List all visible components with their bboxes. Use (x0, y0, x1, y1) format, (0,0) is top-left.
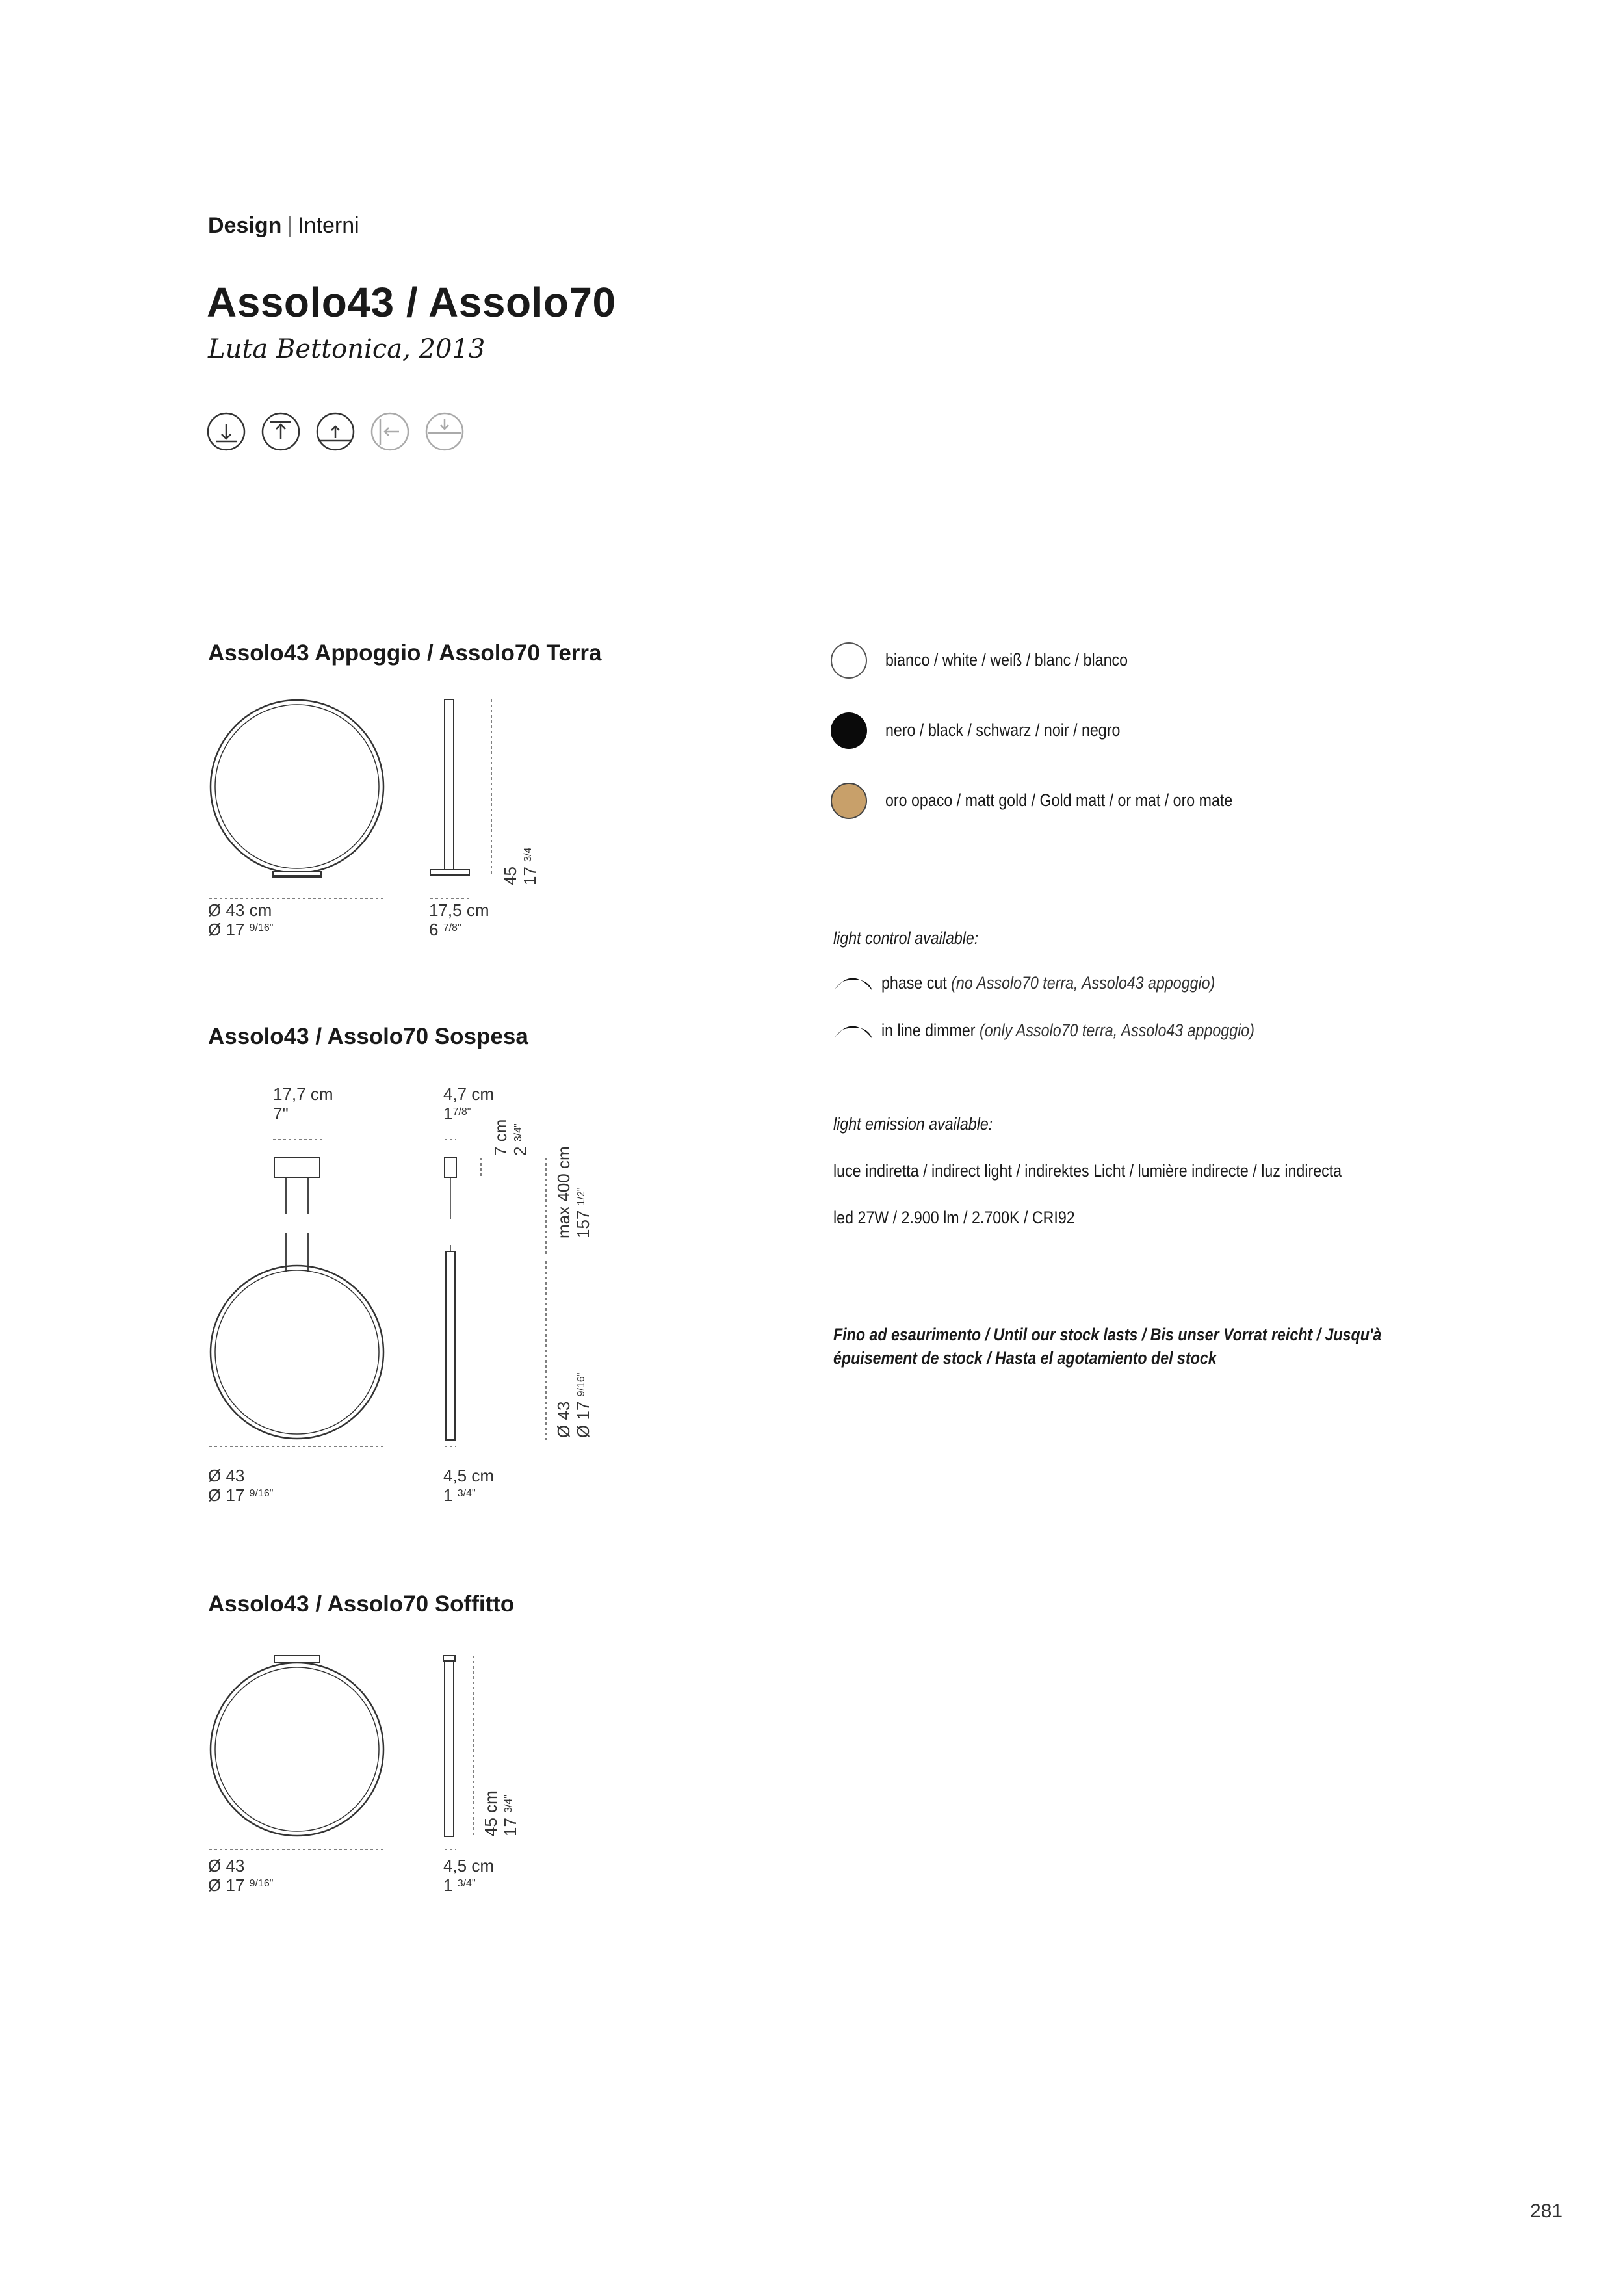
ceiling-plate (274, 1656, 320, 1662)
product-title: Assolo43 / Assolo70 (207, 279, 616, 326)
wall-up-icon (317, 413, 354, 450)
dim-cm: 17,5 cm (429, 900, 489, 920)
phase-cut-icon (833, 970, 875, 996)
appoggio-drawing (195, 689, 533, 904)
stock-note-line1: Fino ad esaurimento / Until our stock lasts / Bis unser Vorrat reicht / Jusqu'à (833, 1325, 1382, 1344)
sospesa-drawing (195, 1121, 598, 1485)
section-title-sospesa: Assolo43 / Assolo70 Sospesa (208, 1024, 528, 1049)
front-view (211, 1158, 383, 1439)
soffitto-drawing (195, 1654, 494, 1862)
appoggio-diameter-dim (208, 900, 273, 939)
dim-in: 157 $^{1/2"}$ (573, 1187, 593, 1238)
floor-down-icon (208, 413, 244, 450)
dim-cm: 7 cm (491, 1119, 510, 1156)
breadcrumb-separator: | (287, 213, 293, 238)
finish-label-black: nero / black / schwarz / noir / negro (885, 720, 1121, 740)
dim-cm: Ø 43 (554, 1401, 573, 1438)
side-view (445, 1158, 456, 1440)
dim-in: Ø 17 $^{9/16"}$ (208, 1485, 274, 1505)
dim-in: $1^{7/8"}$ (443, 1104, 471, 1123)
light-control-item-phase-cut: phase cut (no Assolo70 terra, Assolo43 appoggio) (881, 973, 1215, 993)
category-breadcrumb (208, 213, 359, 239)
dim-cm: 4,5 cm (443, 1856, 495, 1875)
ceiling-down-icon (426, 413, 463, 450)
sospesa-diameter-dim (208, 1466, 273, 1505)
sospesa-canopy-dim (273, 1084, 333, 1123)
dim-in: 7" (273, 1104, 289, 1123)
ring-front-view (211, 1663, 383, 1836)
dim-cm: Ø 43 (208, 1466, 245, 1485)
light-emission-heading: light emission available: (833, 1114, 993, 1134)
dim-in: Ø 17 $^{9/16"}$ (208, 920, 274, 939)
soffitto-height-dim (481, 1790, 520, 1836)
dim-in: Ø 17 $^{9/16"}$ (573, 1372, 593, 1438)
dim-cm: Ø 43 cm (208, 900, 272, 920)
soffitto-thick-dim (443, 1856, 494, 1895)
side-view (430, 699, 469, 875)
section-title-soffitto: Assolo43 / Assolo70 Soffitto (208, 1591, 515, 1617)
appoggio-height-dim (500, 848, 539, 885)
light-emission-spec: led 27W / 2.900 lm / 2.700K / CRI92 (833, 1208, 1075, 1227)
dim-cm: 17,7 cm (273, 1084, 333, 1104)
appoggio-depth-dim (429, 900, 489, 939)
finish-label-white: bianco / white / weiß / blanc / blanco (885, 650, 1128, 670)
dim-in: 2 $^{3/4"}$ (510, 1123, 530, 1156)
category-label: Design (208, 213, 282, 238)
ceiling-up-icon (263, 413, 299, 450)
section-title-appoggio: Assolo43 Appoggio / Assolo70 Terra (208, 640, 602, 666)
designer-credit: Luta Bettonica, 2013 (208, 334, 486, 364)
dim-cm: Ø 43 (208, 1856, 245, 1875)
light-emission-type: luce indiretta / indirect light / indirektes Licht / lumière indirecte / luz indirecta (833, 1161, 1342, 1181)
subcategory-label: Interni (298, 213, 359, 238)
dim-cm: 45 cm (481, 1790, 500, 1836)
stock-note-line2: épuisement de stock / Hasta el agotamiento del stock (833, 1348, 1217, 1368)
dim-in: Ø 17 $^{9/16"}$ (208, 1875, 274, 1895)
sospesa-ring-dim (554, 1373, 593, 1438)
dim-in: 6 $^{7/8"}$ (429, 920, 461, 939)
light-control-item-dimmer: in line dimmer (only Assolo70 terra, Assolo43 appoggio) (881, 1021, 1254, 1040)
sospesa-thick-dim (443, 1466, 494, 1505)
finish-swatch-black (831, 712, 867, 749)
dim-in: 1 $^{3/4"}$ (443, 1485, 476, 1505)
page-number: 281 (1530, 2200, 1563, 2222)
dim-cm: 45 (500, 867, 520, 885)
soffitto-diameter-dim (208, 1856, 273, 1895)
ring-front-view (211, 700, 383, 873)
dim-cm: 4,7 cm (443, 1084, 495, 1104)
dim-cm: max 400 cm (554, 1146, 573, 1238)
finish-swatch-gold (831, 783, 867, 819)
wall-left-icon (372, 413, 408, 450)
finish-swatch-white (831, 642, 867, 679)
dimmer-icon (833, 1018, 875, 1044)
installation-icons (207, 411, 480, 452)
dim-in: 17 $^{3/4}$ (520, 847, 539, 885)
sospesa-canopy-height-dim (491, 1119, 530, 1156)
dim-in: 1 $^{3/4"}$ (443, 1875, 476, 1895)
dim-cm: 4,5 cm (443, 1466, 495, 1485)
sospesa-side-dim (443, 1084, 494, 1123)
finish-label-gold: oro opaco / matt gold / Gold matt / or mat / oro mate (885, 790, 1233, 810)
sospesa-max-length-dim (554, 1146, 593, 1238)
dim-in: 17 $^{3/4"}$ (500, 1794, 520, 1836)
light-control-heading: light control available: (833, 928, 979, 948)
side-view (443, 1656, 455, 1836)
